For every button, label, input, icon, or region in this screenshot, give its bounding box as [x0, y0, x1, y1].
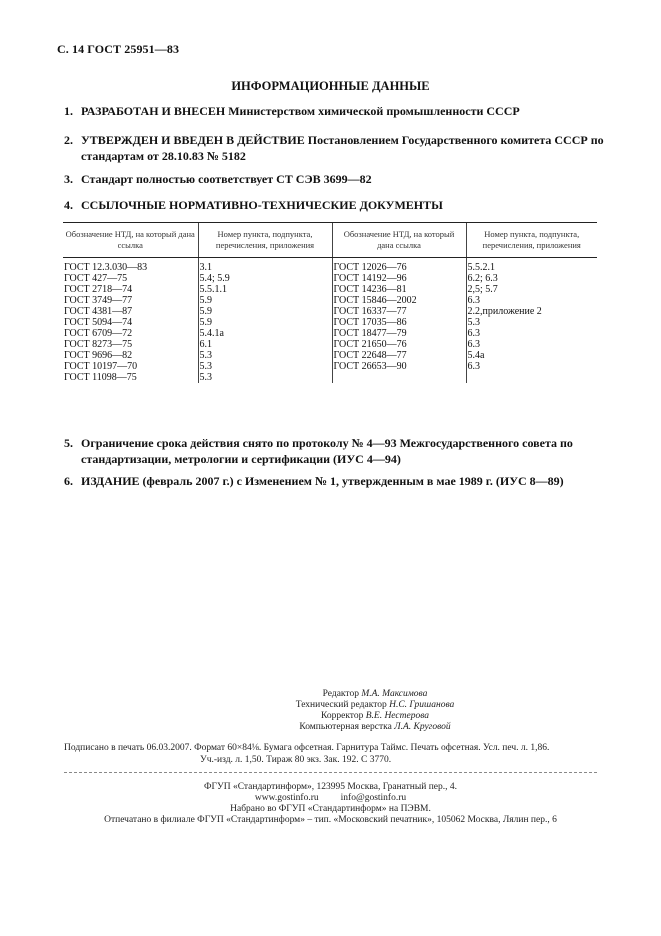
table-header-row	[63, 223, 597, 258]
table-row	[63, 372, 597, 383]
ref-doc: ГОСТ 15846—2002	[332, 295, 466, 306]
pub-info-line-1: Подписано в печать 06.03.2007. Формат 60×84⅛. Бумага офсетная. Гарнитура Таймс. Печать офсетная. Усл. печ. л. 1,86.	[64, 743, 550, 753]
item-text: ИЗДАНИЕ (февраль 2007 г.) с Изменением № 1, утвержденным в мае 1989 г. (ИУС 8—89)	[81, 474, 564, 488]
ref-doc: ГОСТ 14236—81	[332, 284, 466, 295]
ref-clause: 5.3	[198, 372, 332, 383]
ref-doc: ГОСТ 12.3.030—83	[64, 262, 148, 273]
ref-clause: 5.9	[198, 295, 332, 306]
item-text: РАЗРАБОТАН И ВНЕСЕН Министерством химической промышленности СССР	[81, 104, 520, 118]
info-item-1	[64, 103, 612, 119]
ref-doc: ГОСТ 14192—96	[332, 273, 466, 284]
publication-info	[64, 742, 604, 766]
item-number: 6.	[64, 474, 73, 488]
ref-doc: ГОСТ 10197—70	[64, 361, 138, 372]
credit-line	[200, 700, 550, 711]
table-row	[63, 273, 597, 284]
publisher-address: ФГУП «Стандартинформ», 123995 Москва, Гранатный пер., 4.	[203, 782, 458, 792]
ref-doc: ГОСТ 11098—75	[64, 372, 137, 383]
credit-person: В.Е. Нестерова	[365, 711, 430, 721]
table-row	[63, 258, 597, 274]
item-number: 1.	[64, 104, 73, 118]
ref-doc: ГОСТ 16337—77	[332, 306, 466, 317]
table-row	[63, 339, 597, 350]
table-row	[63, 284, 597, 295]
ref-doc: ГОСТ 21650—76	[332, 339, 466, 350]
item-text: Стандарт полностью соответствует СТ СЭВ 3699—82	[81, 172, 372, 186]
info-item-6	[64, 473, 612, 489]
ref-clause: 6.3	[466, 339, 597, 350]
publisher-email: info@gostinfo.ru	[340, 793, 407, 803]
ref-clause: 5.3	[198, 350, 332, 361]
ref-clause: 5.4; 5.9	[198, 273, 332, 284]
ref-clause: 3.1	[198, 258, 332, 274]
ref-clause	[466, 372, 597, 383]
info-item-4	[64, 197, 612, 213]
credits-block	[200, 689, 550, 733]
ref-clause: 6.2; 6.3	[466, 273, 597, 284]
credit-role: Компьютерная верстка	[299, 722, 392, 732]
ref-clause: 5.3	[198, 361, 332, 372]
ref-clause: 5.4а	[466, 350, 597, 361]
references-table	[63, 222, 597, 383]
ref-clause: 5.5.1.1	[198, 284, 332, 295]
info-item-3	[64, 171, 612, 187]
ref-clause: 6.3	[466, 328, 597, 339]
ref-clause: 5.4.1а	[198, 328, 332, 339]
credit-role: Редактор	[322, 689, 359, 699]
ref-clause: 6.1	[198, 339, 332, 350]
credit-role: Корректор	[320, 711, 364, 721]
item-text: УТВЕРЖДЕН И ВВЕДЕН В ДЕЙСТВИЕ Постановлением Государственного комитета СССР по стандартам от 28.10.83 № 5182	[81, 133, 604, 163]
page-header: С. 14 ГОСТ 25951—83	[57, 42, 180, 56]
ref-doc: ГОСТ 2718—74	[64, 284, 133, 295]
table-row	[63, 306, 597, 317]
info-item-2	[64, 132, 612, 164]
credit-role: Технический редактор	[295, 700, 387, 710]
ref-doc: ГОСТ 18477—79	[332, 328, 466, 339]
publisher-website: www.gostinfo.ru	[254, 793, 319, 803]
section-title: ИНФОРМАЦИОННЫЕ ДАННЫЕ	[231, 79, 430, 93]
table-row	[63, 295, 597, 306]
ref-doc	[332, 372, 466, 383]
ref-doc: ГОСТ 8273—75	[64, 339, 133, 350]
info-item-5	[64, 435, 612, 467]
header-clause-number: Номер пункта, подпункта, перечисления, приложения	[466, 223, 597, 258]
table-row	[63, 317, 597, 328]
ref-doc: ГОСТ 22648—77	[332, 350, 466, 361]
item-text: ССЫЛОЧНЫЕ НОРМАТИВНО-ТЕХНИЧЕСКИЕ ДОКУМЕНТЫ	[81, 198, 443, 212]
ref-clause: 5.3	[466, 317, 597, 328]
header-clause-number: Номер пункта, подпункта, перечисления, приложения	[198, 223, 332, 258]
item-text: Ограничение срока действия снято по протоколу № 4—93 Межгосударственного совета по стандартизации, метрологии и сертификации (ИУС 4—94)	[81, 436, 573, 466]
credit-line	[200, 711, 550, 722]
item-number: 4.	[64, 198, 73, 212]
publisher-contacts	[0, 793, 661, 804]
ref-clause: 6.3	[466, 295, 597, 306]
ref-clause: 2.2,приложение 2	[466, 306, 597, 317]
ref-doc: ГОСТ 26653—90	[332, 361, 466, 372]
divider	[64, 772, 597, 773]
ref-clause: 5.9	[198, 317, 332, 328]
ref-clause: 2,5; 5.7	[466, 284, 597, 295]
ref-doc: ГОСТ 5094—74	[64, 317, 133, 328]
ref-doc: ГОСТ 4381—87	[64, 306, 133, 317]
credit-person: М.А. Максимова	[361, 689, 428, 699]
table-row	[63, 361, 597, 372]
typeset-note: Набрано во ФГУП «Стандартинформ» на ПЭВМ.	[230, 804, 431, 814]
credit-line	[200, 722, 550, 733]
ref-doc: ГОСТ 6709—72	[64, 328, 133, 339]
printing-note: Отпечатано в филиале ФГУП «Стандартинформ» – тип. «Московский печатник», 105062 Москва, Лялин пер., 6	[104, 815, 557, 825]
ref-clause: 5.5.2.1	[466, 258, 597, 274]
ref-clause: 6.3	[466, 361, 597, 372]
ref-doc: ГОСТ 9696—82	[64, 350, 133, 361]
item-number: 3.	[64, 172, 73, 186]
ref-doc: ГОСТ 427—75	[64, 273, 128, 284]
credit-person: Н.С. Гришанова	[389, 700, 455, 710]
ref-doc: ГОСТ 3749—77	[64, 295, 133, 306]
table-row	[63, 328, 597, 339]
item-number: 2.	[64, 133, 73, 147]
ref-doc: ГОСТ 17035—86	[332, 317, 466, 328]
item-number: 5.	[64, 436, 73, 450]
ref-clause: 5.9	[198, 306, 332, 317]
table-row	[63, 350, 597, 361]
publisher-footer	[0, 782, 661, 826]
header-doc-designation: Обозначение НТД, на который дана ссылка	[332, 223, 466, 258]
ref-doc: ГОСТ 12026—76	[332, 258, 466, 274]
pub-info-line-2: Уч.-изд. л. 1,50. Тираж 80 экз. Зак. 192. С 3770.	[200, 755, 392, 765]
credit-person: Л.А. Круговой	[394, 722, 451, 732]
header-doc-designation: Обозначение НТД, на который дана ссылка	[63, 223, 198, 258]
credit-line	[200, 689, 550, 700]
